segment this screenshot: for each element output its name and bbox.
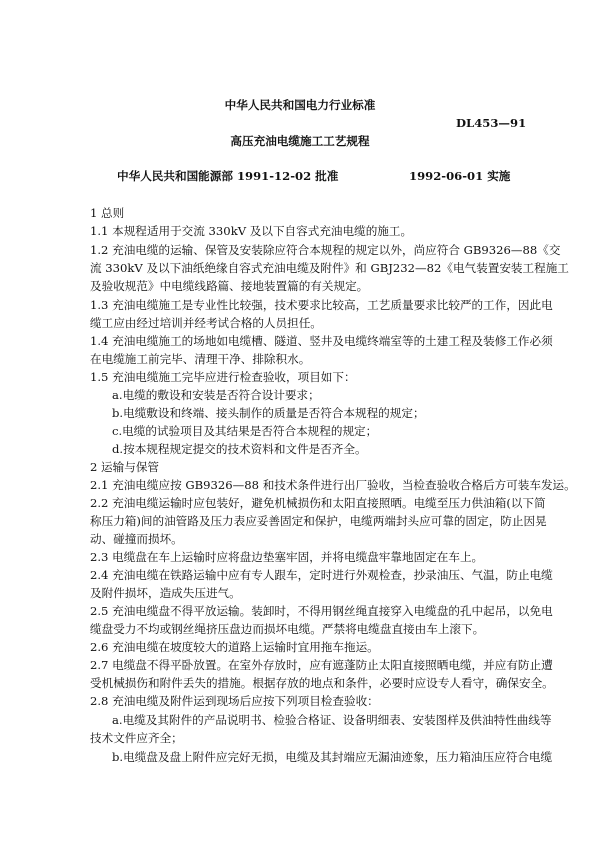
section-heading: 1 总则 [90, 206, 125, 220]
body-line: 技术文件应齐全； [90, 731, 183, 745]
list-item: a.电缆的敷设和安装是否符合设计要求； [112, 388, 320, 402]
body-line: 2.2 充油电缆运输时应包装好，避免机械损伤和太阳直接照晒。电缆至压力供油箱(以下简 [90, 496, 546, 510]
body-line: 1.2 充油电缆的运输、保管及安装除应符合本规程的规定以外，尚应符合 GB9326—88《交 [90, 243, 561, 257]
body-line: 缆盘受力不均或钢丝绳挤压盘边而损坏电缆。严禁将电缆盘直接由车上滚下。 [90, 622, 485, 636]
body-line: 1.5 充油电缆施工完毕应进行检查验收，项目如下： [90, 370, 356, 384]
body-line: 1.3 充油电缆施工是专业性比较强，技术要求比较高，工艺质量要求比较严的工作，因此电 [90, 298, 553, 312]
body-line: 及验收规范》中电缆线路篇、接地装置篇的有关规定。 [90, 279, 369, 293]
body-line: 2.4 充油电缆在铁路运输中应有专人跟车，定时进行外观检查，抄录油压、气温，防止电缆 [90, 568, 553, 582]
standard-code: DL453—91 [456, 116, 527, 130]
section-heading: 2 运输与保管 [90, 460, 160, 474]
body-line: 2.6 充油电缆在坡度较大的道路上运输时宜用拖车拖运。 [90, 640, 379, 654]
body-line: 在电缆施工前完毕、清理干净、排除积水。 [90, 352, 311, 366]
body-line: 2.7 电缆盘不得平卧放置。在室外存放时，应有遮蓬防止太阳直接照晒电缆，并应有防止遭 [90, 658, 553, 672]
list-item: a.电缆及其附件的产品说明书、检验合格证、设备明细表、安装图样及供油特性曲线等 [112, 713, 552, 727]
standard-category: 中华人民共和国电力行业标准 [224, 98, 376, 112]
body-line: 2.1 充油电缆应按 GB9326—88 和技术条件进行出厂验收，当检查验收合格后方可装车发运。 [90, 478, 576, 492]
body-line: 2.8 充油电缆及附件运到现场后应按下列项目检查验收： [90, 694, 379, 708]
body-line: 缆工应由经过培训并经考试合格的人员担任。 [90, 316, 322, 330]
body-line: 2.5 充油电缆盘不得平放运输。装卸时，不得用钢丝绳直接穿入电缆盘的孔中起吊，以免电 [90, 604, 553, 618]
approval-line: 中华人民共和国能源部 1991-12-02 批准 [117, 169, 339, 183]
list-item: b.电缆盘及盘上附件应完好无损，电缆及其封端应无漏油迹象，压力箱油压应符合电缆 [112, 750, 553, 764]
body-line: 流 330kV 及以下油纸绝缘自容式充油电缆及附件》和 GBJ232—82《电气装置安装工程施工 [90, 261, 569, 275]
document-title: 高压充油电缆施工工艺规程 [230, 134, 370, 148]
effective-date: 1992-06-01 实施 [409, 169, 511, 183]
body-line: 1.1 本规程适用于交流 330kV 及以下自容式充油电缆的施工。 [90, 224, 413, 238]
body-line: 动、碰撞而损坏。 [90, 532, 183, 546]
list-item: d.按本规程规定提交的技术资料和文件是否齐全。 [112, 442, 367, 456]
list-item: c.电缆的试验项目及其结果是否符合本规程的规定； [112, 424, 378, 438]
body-line: 及附件损坏，造成失压进气。 [90, 586, 241, 600]
list-item: b.电缆敷设和终端、接头制作的质量是否符合本规程的规定； [112, 406, 425, 420]
body-line: 受机械损伤和附件丢失的措施。根据存放的地点和条件，必要时应设专人看守，确保安全。 [90, 676, 554, 690]
body-line: 2.3 电缆盘在车上运输时应将盘边垫塞牢固，并将电缆盘牢靠地固定在车上。 [90, 550, 484, 564]
body-line: 称压力箱)间的油管路及压力表应妥善固定和保护，电缆两端封头应可靠的固定，防止因晃 [90, 514, 547, 528]
body-line: 1.4 充油电缆施工的场地如电缆槽、隧道、竖井及电缆终端室等的土建工程及装修工作必须 [90, 334, 553, 348]
